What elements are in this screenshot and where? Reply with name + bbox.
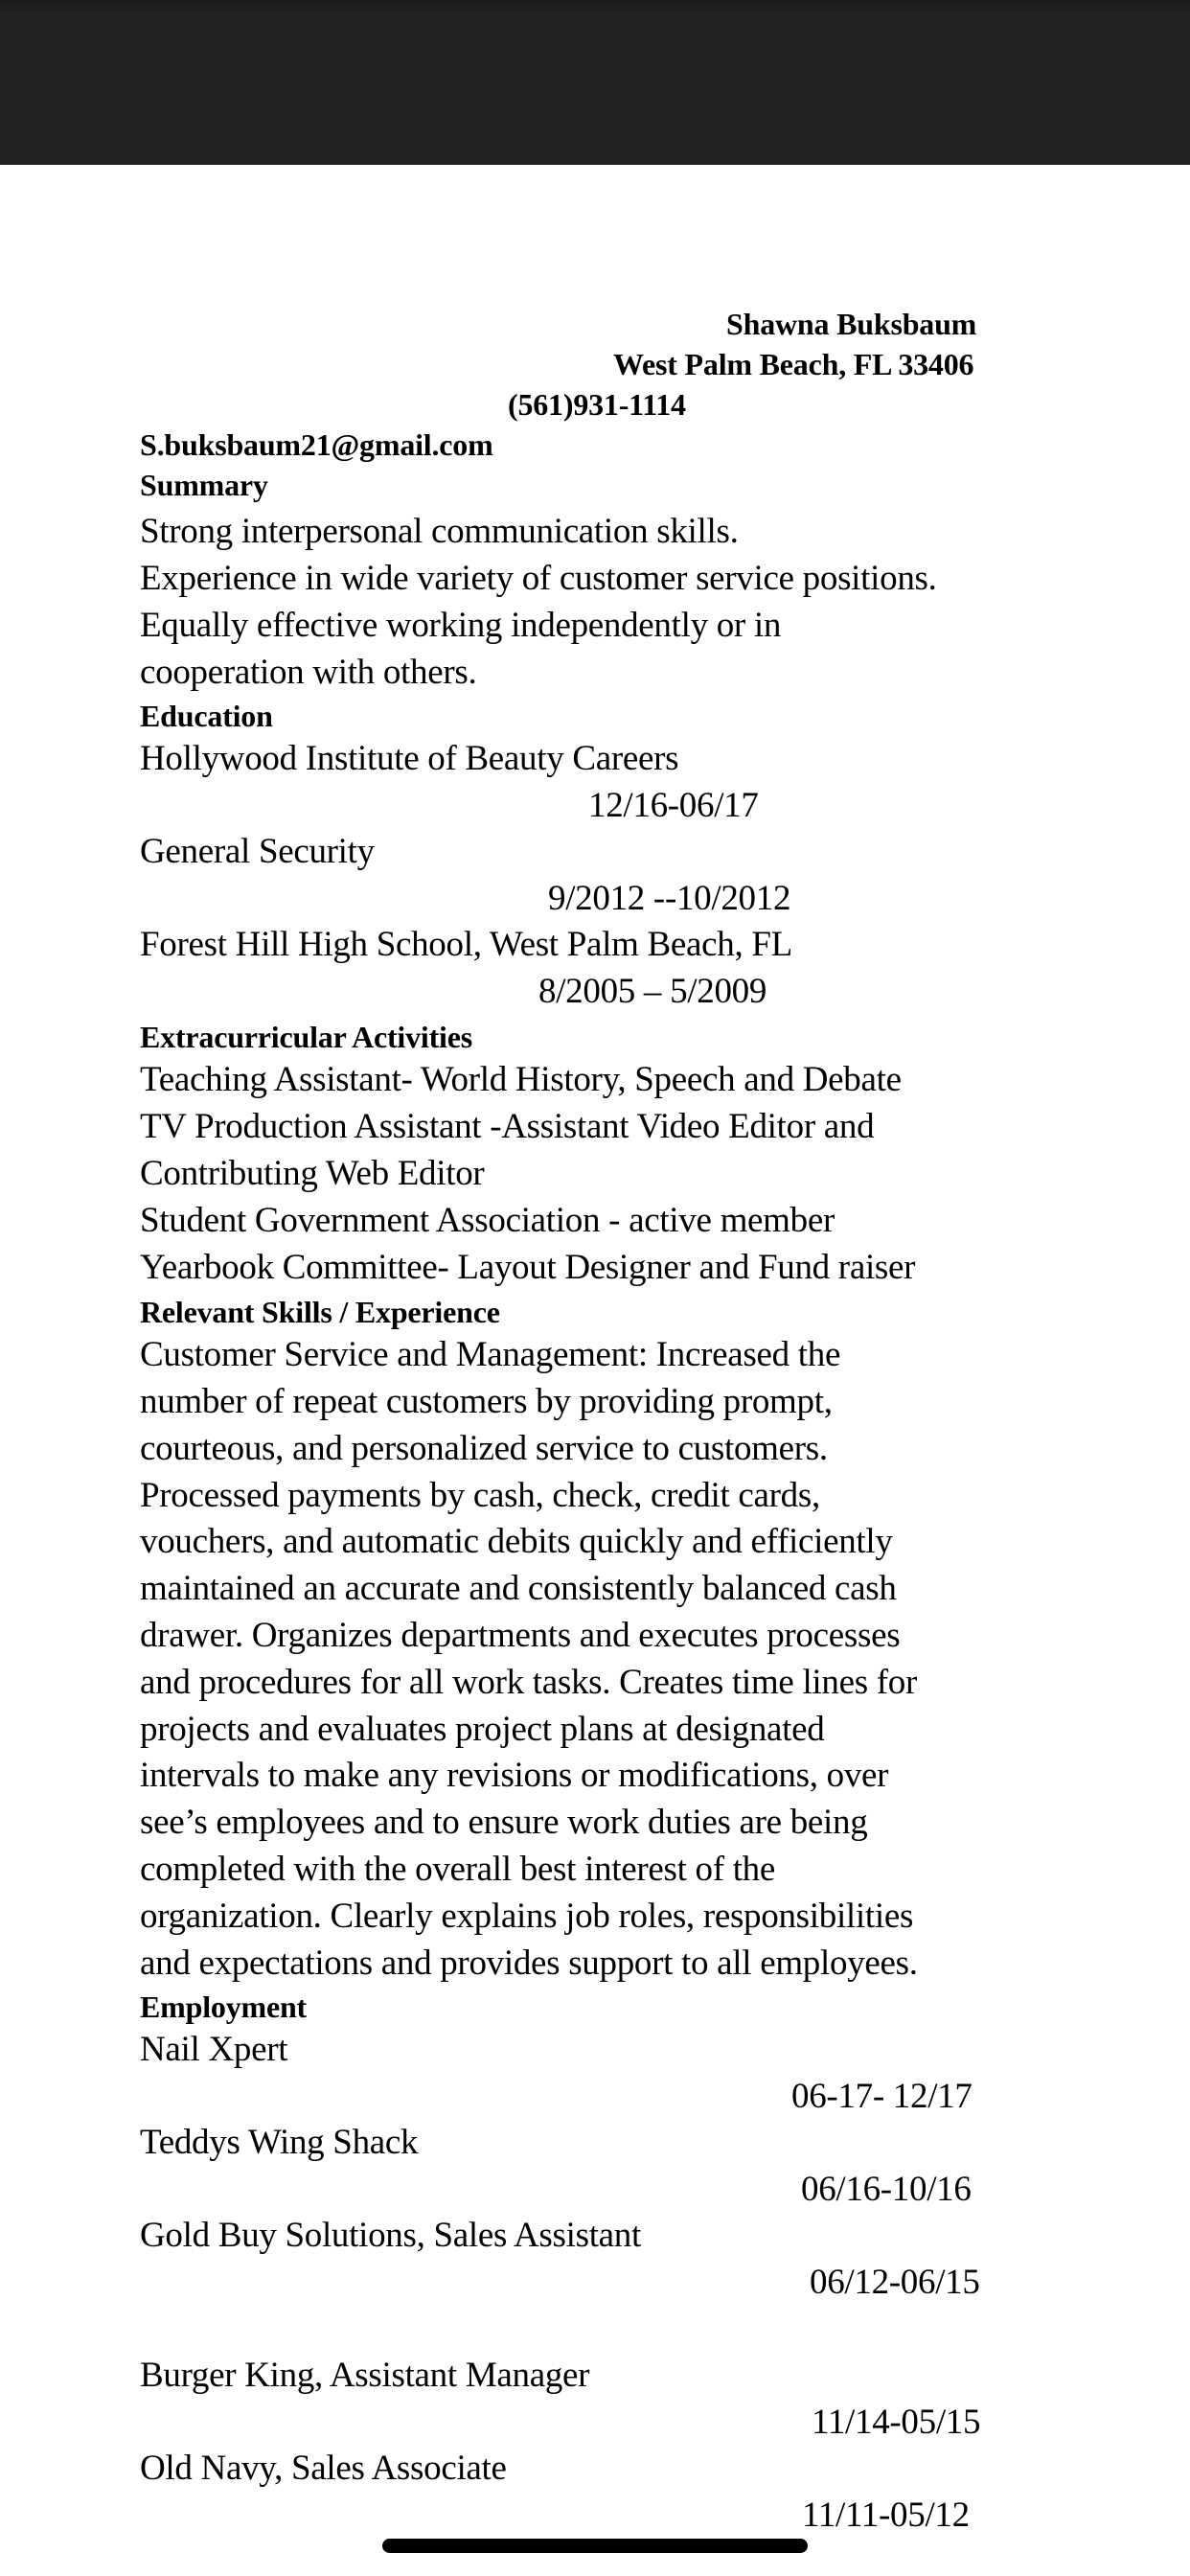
skills-line: intervals to make any revisions or modifications, over	[140, 1756, 889, 1795]
employer-name: Old Navy, Sales Associate	[140, 2449, 507, 2488]
extracurricular-heading: Extracurricular Activities	[140, 1020, 473, 1054]
education-dates: 8/2005 – 5/2009	[538, 972, 767, 1011]
skills-line: completed with the overall best interest of the	[140, 1850, 775, 1889]
skills-line: projects and evaluates project plans at designated	[140, 1710, 825, 1749]
resume-email[interactable]: S.buksbaum21@gmail.com	[140, 427, 493, 462]
summary-line: Experience in wide variety of customer service positions.	[140, 559, 937, 598]
education-dates: 9/2012 --10/2012	[548, 879, 791, 918]
skills-line: and expectations and provides support to all employees.	[140, 1944, 918, 1983]
resume-name: Shawna Buksbaum	[726, 307, 977, 341]
skills-line: Processed payments by cash, check, credit cards,	[140, 1476, 820, 1515]
home-indicator[interactable]	[382, 2539, 808, 2553]
summary-heading: Summary	[140, 468, 268, 502]
summary-line: Equally effective working independently or in	[140, 606, 782, 645]
summary-line: Strong interpersonal communication skills.	[140, 512, 739, 551]
education-school-name: Forest Hill High School, West Palm Beach, FL	[140, 925, 792, 964]
skills-line: organization. Clearly explains job roles, responsibilities	[140, 1897, 914, 1936]
employment-dates: 11/14-05/15	[812, 2403, 981, 2442]
employment-dates: 06/12-06/15	[810, 2263, 980, 2302]
skills-line: drawer. Organizes departments and executes processes	[140, 1616, 901, 1655]
employer-name: Nail Xpert	[140, 2030, 288, 2069]
extracurricular-line: TV Production Assistant -Assistant Video Editor and	[140, 1107, 875, 1146]
education-school-name: General Security	[140, 832, 375, 871]
employment-dates: 06-17- 12/17	[791, 2077, 973, 2116]
employer-name: Burger King, Assistant Manager	[140, 2356, 590, 2395]
skills-heading: Relevant Skills / Experience	[140, 1295, 500, 1329]
skills-line: vouchers, and automatic debits quickly and efficiently	[140, 1522, 893, 1561]
employment-dates: 11/11-05/12	[802, 2496, 970, 2535]
education-school-name: Hollywood Institute of Beauty Careers	[140, 739, 679, 778]
employer-name: Teddys Wing Shack	[140, 2123, 419, 2162]
employment-dates: 06/16-10/16	[801, 2170, 972, 2209]
skills-line: and procedures for all work tasks. Creates time lines for	[140, 1663, 918, 1702]
employer-name: Gold Buy Solutions, Sales Assistant	[140, 2216, 641, 2255]
skills-line: maintained an accurate and consistently balanced cash	[140, 1569, 897, 1608]
employment-heading: Employment	[140, 1990, 308, 2024]
summary-line: cooperation with others.	[140, 653, 477, 692]
skills-line: Customer Service and Management: Increased the	[140, 1335, 841, 1374]
skills-line: see’s employees and to ensure work duties are being	[140, 1803, 868, 1842]
skills-line: number of repeat customers by providing prompt,	[140, 1382, 833, 1421]
education-dates: 12/16-06/17	[588, 786, 759, 825]
resume-location: West Palm Beach, FL 33406	[613, 347, 974, 381]
education-heading: Education	[140, 699, 273, 733]
extracurricular-line: Yearbook Committee- Layout Designer and Fund raiser	[140, 1248, 916, 1287]
extracurricular-line: Student Government Association - active member	[140, 1201, 835, 1240]
extracurricular-line: Contributing Web Editor	[140, 1154, 485, 1193]
extracurricular-line: Teaching Assistant- World History, Speech and Debate	[140, 1060, 902, 1099]
resume-phone[interactable]: (561)931-1114	[508, 387, 686, 422]
skills-line: courteous, and personalized service to customers.	[140, 1429, 828, 1468]
